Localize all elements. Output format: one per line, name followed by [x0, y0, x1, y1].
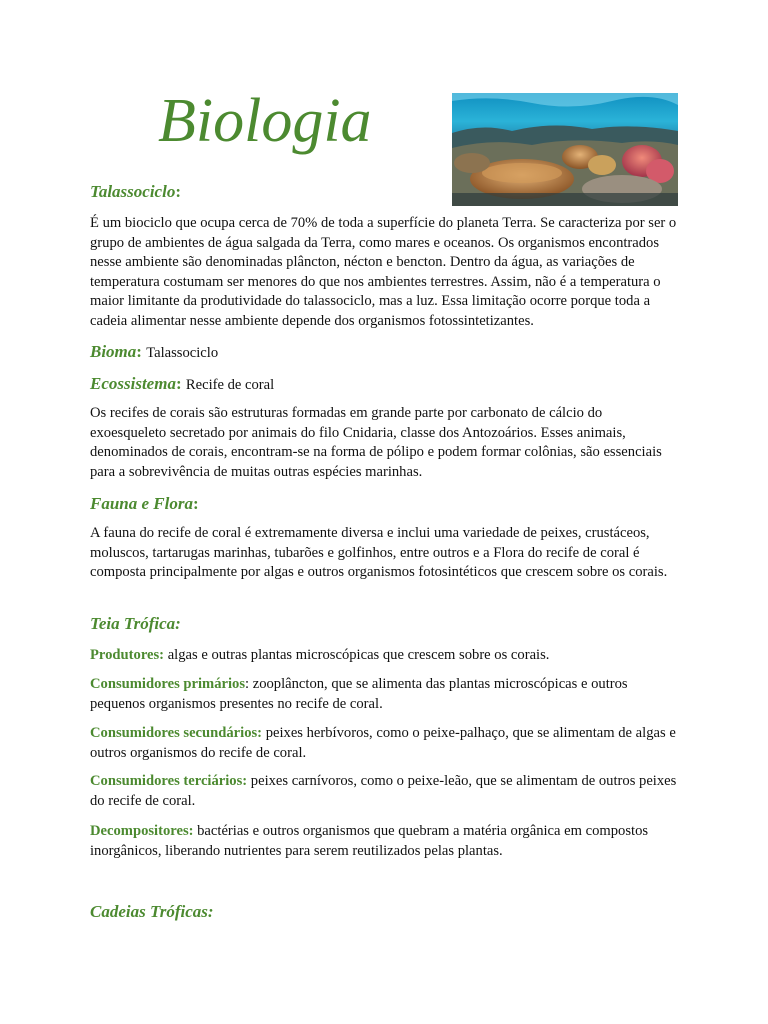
section-heading-bioma: Bioma: Talassociclo [90, 342, 219, 361]
food-web-item-consumidores-terciarios: Consumidores terciários: peixes carnívoros, como o peixe-leão, que se alimentam de outros peixes do recife de coral. [90, 773, 677, 809]
food-web-item-produtores: Produtores: algas e outras plantas microscópicas que crescem sobre os corais. [90, 647, 550, 663]
section-heading-ecossistema: Ecossistema: Recife de coral [90, 374, 275, 393]
talassociclo-paragraph: É um biociclo que ocupa cerca de 70% de toda a superfície do planeta Terra. Se caracteriza por ser o grupo de ambientes de água salgada da Terra, como mares e oceanos. Os organismos encontrados nesse ambiente são denominadas plâncton, nécton e bencton. Dentro da água, as variações de temperatura costumam ser menores do que nos ambientes terrestres. Assim, não é a temperatura o maior limitante da produtividade do talassociclo, mas a luz. Essa limitação ocorre porque toda a cadeia alimentar nesse ambiente depende dos organismos fotossintetizantes. [90, 215, 677, 329]
food-web-item-decompositores: Decompositores: bactérias e outros organismos que quebram a matéria orgânica em compostos inorgânicos, liberando nutrientes para serem reutilizados pelas plantas. [90, 823, 649, 859]
coral-reef-image [452, 93, 678, 206]
ecossistema-paragraph: Os recifes de corais são estruturas formadas em grande parte por carbonato de cálcio do exoesqueleto secretado por animais do filo Cnidaria, classe dos Antozoários. Esses animais, denominados de corais, encontram-se na forma de pólipo e podem formar colônias, são essenciais para a sobrevivência de muitas outras espécies marinhas. [90, 405, 662, 480]
bioma-value: Talassociclo [146, 345, 219, 361]
food-web-item-consumidores-secundarios: Consumidores secundários: peixes herbívoros, como o peixe-palhaço, que se alimentam de algas e outros organismos do recife de coral. [90, 725, 676, 761]
section-heading-teia-trofica: Teia Trófica: [90, 614, 181, 633]
page-title: Biologia [158, 87, 372, 155]
ecossistema-value: Recife de coral [185, 377, 275, 393]
fauna-flora-paragraph: A fauna do recife de coral é extremamente diversa e inclui uma variedade de peixes, crustáceos, moluscos, tartarugas marinhas, tubarões e golfinhos, entre outros e a Flora do recife de coral é composta principalmente por algas e outros organismos fotosintéticos que crescem sobre os corais. [90, 525, 668, 581]
section-heading-fauna-flora: Fauna e Flora: [90, 494, 199, 513]
food-web-item-consumidores-primarios: Consumidores primários: zooplâncton, que se alimenta das plantas microscópicas e outros pequenos organismos presentes no recife de coral. [90, 676, 628, 712]
section-heading-cadeias-troficas: Cadeias Tróficas: [90, 902, 214, 921]
section-heading-talassociclo: Talassociclo: [90, 182, 181, 201]
